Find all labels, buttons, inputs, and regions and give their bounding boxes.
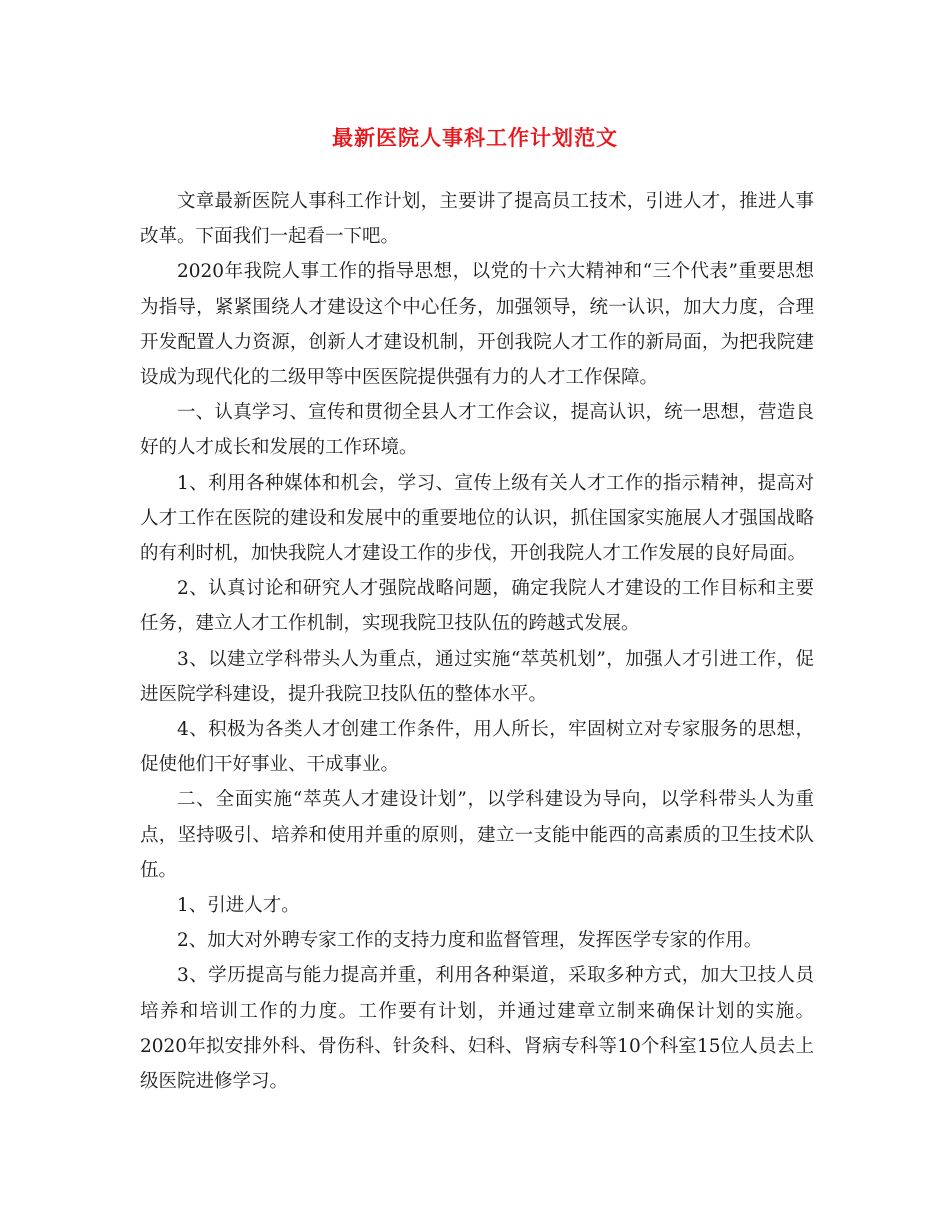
- paragraph: 二、全面实施“萃英人才建设计划”，以学科建设为导向，以学科带头人为重点，坚持吸引、培养和使用并重的原则，建立一支能中能西的高素质的卫生技术队伍。: [140, 789, 814, 881]
- document-body: [140, 184, 814, 1099]
- document-title: 最新医院人事科工作计划范文: [332, 125, 618, 150]
- paragraph: 1、引进人才。: [177, 895, 300, 917]
- paragraph: 文章最新医院人事科工作计划，主要讲了提高员工技术，引进人才，推进人事改革。下面我们一起看一下吧。: [140, 191, 814, 248]
- paragraph: 2020年我院人事工作的指导思想，以党的十六大精神和“三个代表”重要思想为指导，紧紧围绕人才建设这个中心任务，加强领导，统一认识，加大力度，合理开发配置人力资源，创新人才建设机制，开创我院人才工作的新局面，为把我院建设成为现代化的二级甲等中医医院提供强有力的人才工作保障。: [140, 261, 814, 389]
- paragraph: 4、积极为各类人才创建工作条件，用人所长，牢固树立对专家服务的思想，促使他们干好事业、干成事业。: [140, 719, 814, 776]
- paragraph: 1、利用各种媒体和机会，学习、宣传上级有关人才工作的指示精神，提高对人才工作在医院的建设和发展中的重要地位的认识，抓住国家实施展人才强国战略的有利时机，加快我院人才建设工作的步伐，开创我院人才工作发展的良好局面。: [140, 472, 814, 565]
- paragraph: 2、加大对外聘专家工作的支持力度和监督管理，发挥医学专家的作用。: [177, 930, 763, 952]
- paragraph: 3、以建立学科带头人为重点，通过实施“萃英机划”，加强人才引进工作，促进医院学科建设，提升我院卫技队伍的整体水平。: [140, 648, 814, 705]
- paragraph: 2、认真讨论和研究人才强院战略问题，确定我院人才建设的工作目标和主要任务，建立人才工作机制，实现我院卫技队伍的跨越式发展。: [140, 578, 814, 635]
- paragraph: 一、认真学习、宣传和贯彻全县人才工作会议，提高认识，统一思想，营造良好的人才成长和发展的工作环境。: [140, 402, 814, 459]
- paragraph: 3、学历提高与能力提高并重，利用各种渠道，采取多种方式，加大卫技人员培养和培训工作的力度。工作要有计划，并通过建章立制来确保计划的实施。2020年拟安排外科、骨伤科、针灸科、妇科、肾病专科等10个科室15位人员去上级医院进修学习。: [140, 965, 814, 1093]
